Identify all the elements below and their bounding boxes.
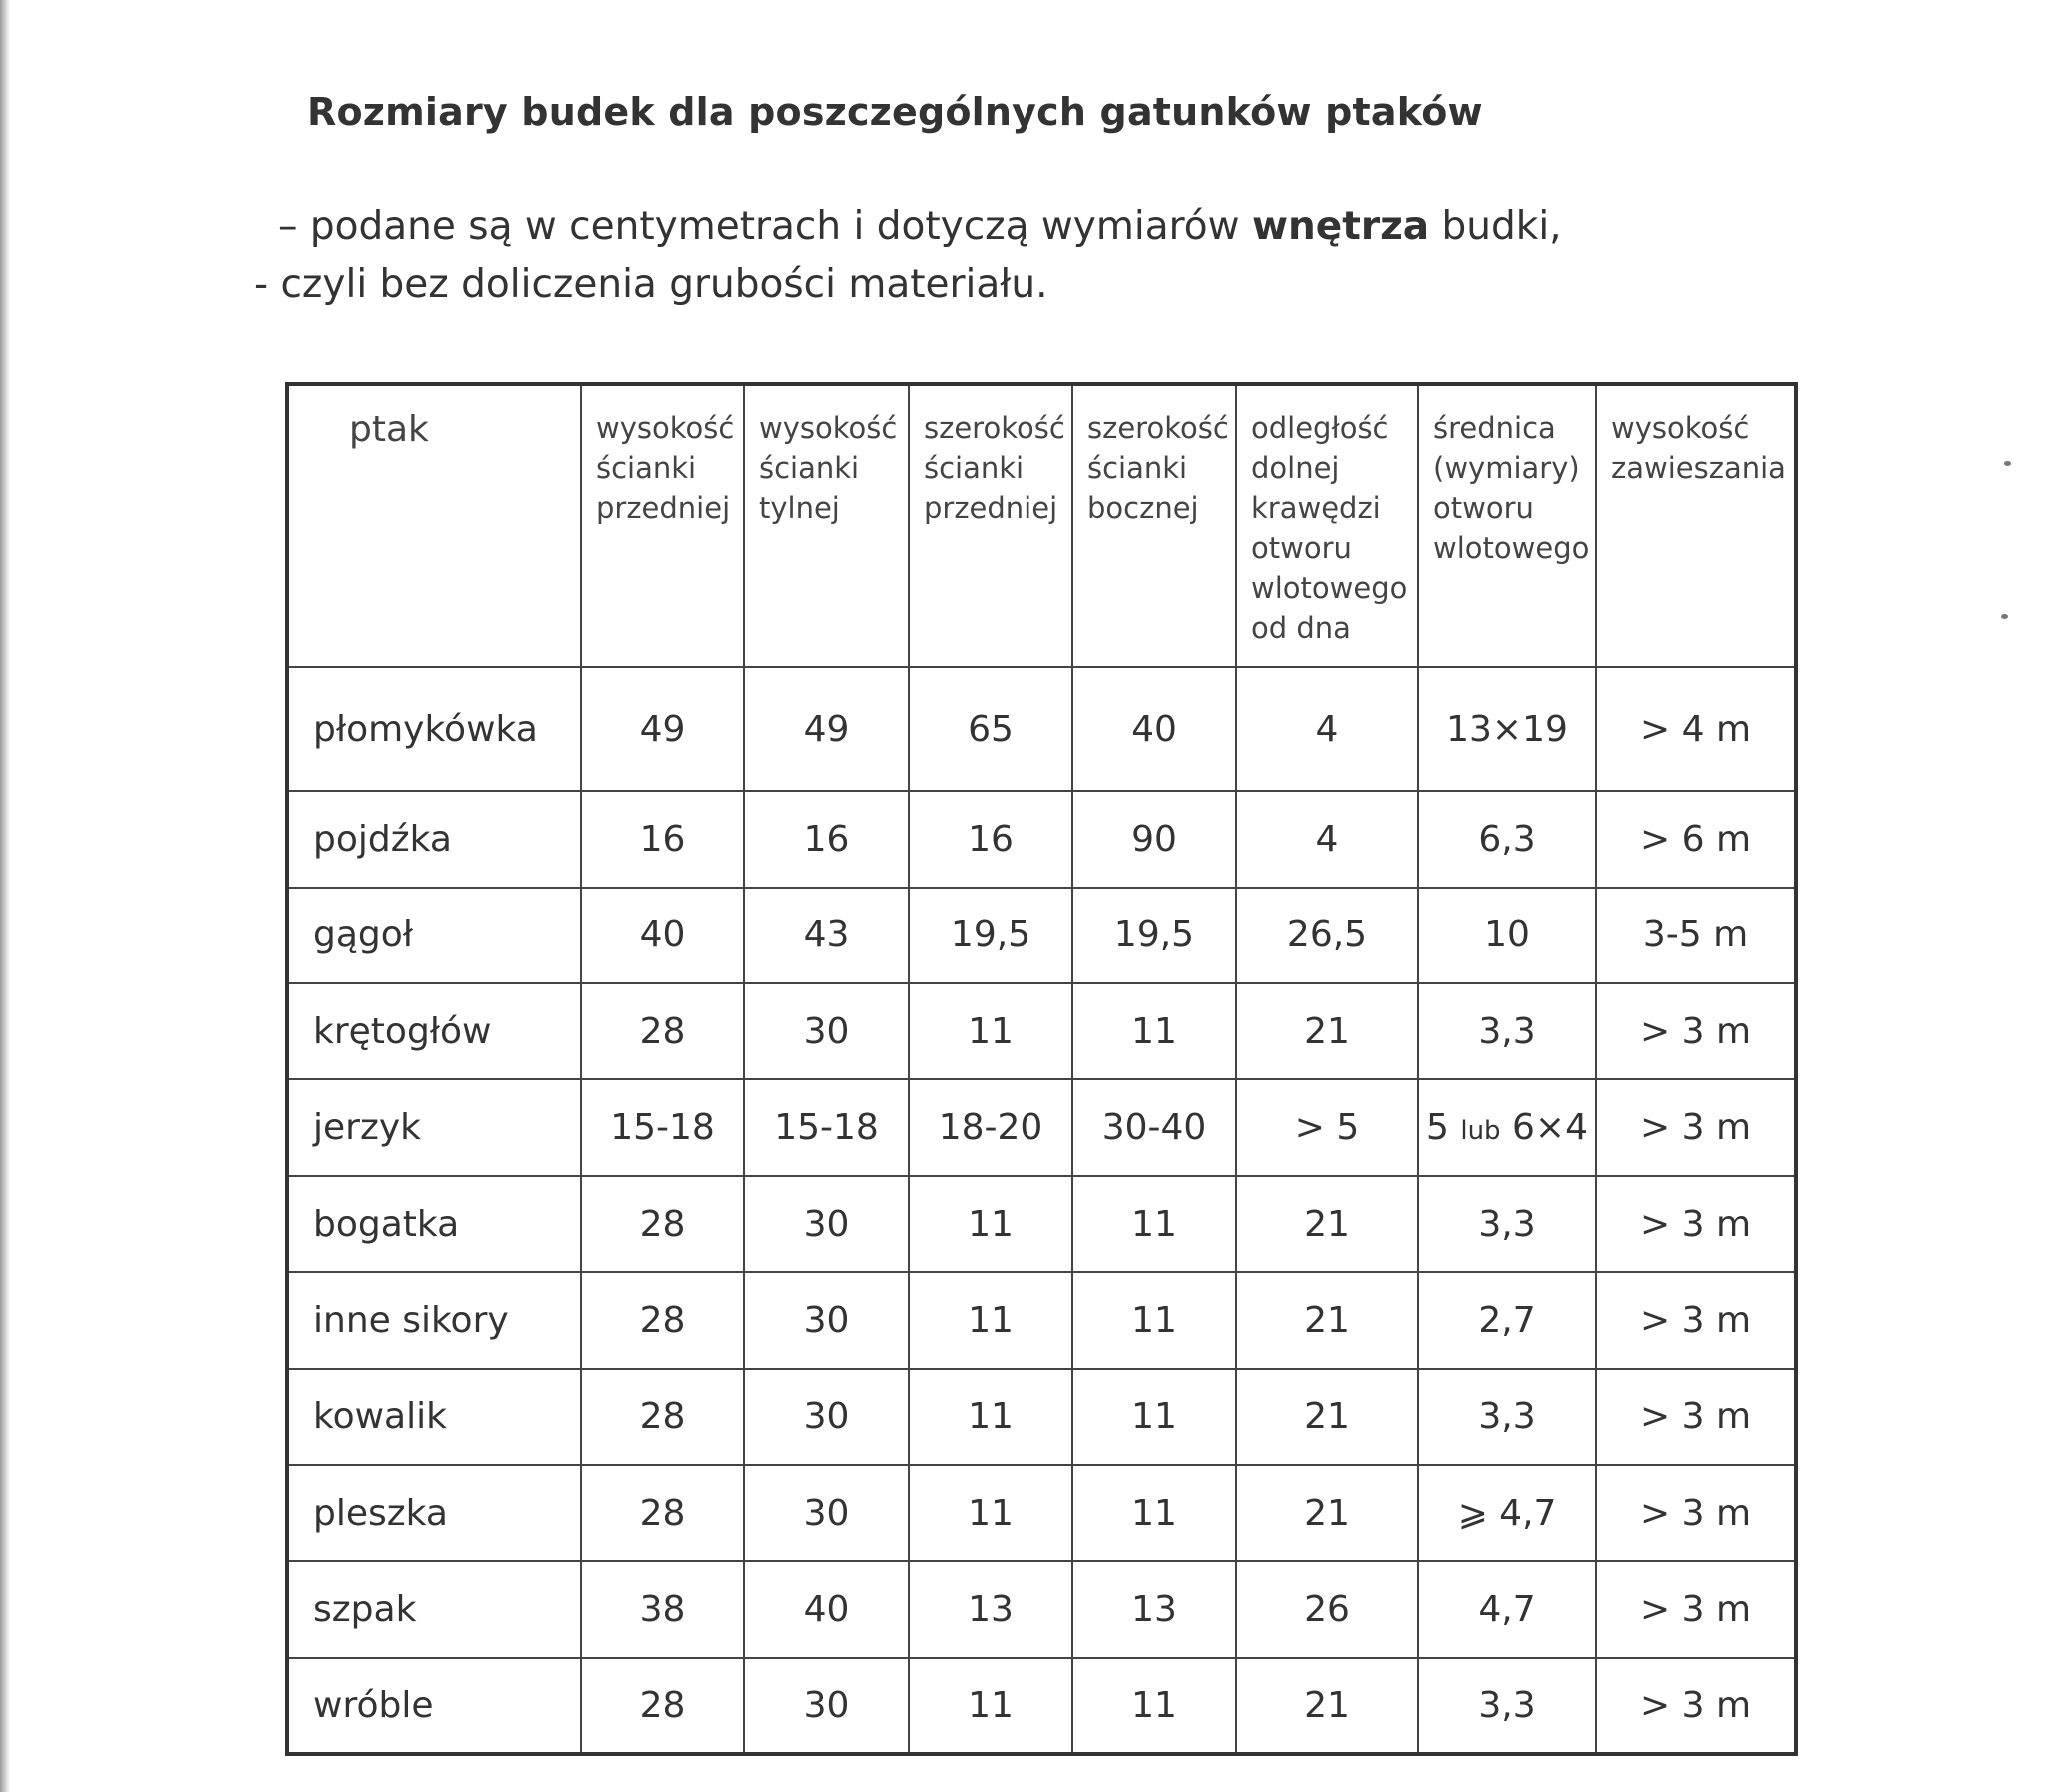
cell-front-width: 19,5 (909, 888, 1072, 983)
cell-hang-height: > 3 m (1596, 1465, 1796, 1561)
intro-line-2: - czyli bez doliczenia grubości materiału. (254, 262, 1048, 307)
header-hang-height: wysokość zawieszania (1596, 384, 1796, 667)
cell-hole-distance: 26 (1236, 1561, 1418, 1657)
cell-hole-distance: 21 (1236, 1465, 1418, 1561)
cell-hang-height: > 4 m (1596, 667, 1796, 791)
cell-hole-diameter: 13×19 (1418, 667, 1596, 791)
cell-front-height: 28 (581, 1176, 744, 1272)
cell-bird: płomykówka (287, 667, 581, 791)
cell-front-width: 11 (909, 983, 1072, 1079)
header-side-width: szerokość ścianki bocznej (1072, 384, 1236, 667)
cell-front-width: 11 (909, 1369, 1072, 1465)
cell-back-height: 30 (744, 983, 909, 1079)
cell-side-width: 11 (1072, 1658, 1236, 1754)
cell-hang-height: > 3 m (1596, 1272, 1796, 1368)
header-hole-distance: odległość dolnej krawędzi otworu wlotowego od dna (1236, 384, 1418, 667)
cell-back-height: 30 (744, 1465, 909, 1561)
cell-hole-diameter: 3,3 (1418, 983, 1596, 1079)
cell-front-width: 11 (909, 1272, 1072, 1368)
cell-back-height: 40 (744, 1561, 909, 1657)
cell-back-height: 15-18 (744, 1079, 909, 1175)
cell-side-width: 30-40 (1072, 1079, 1236, 1175)
cell-hang-height: > 6 m (1596, 791, 1796, 887)
cell-bird: pleszka (287, 1465, 581, 1561)
cell-front-height: 28 (581, 1272, 744, 1368)
cell-front-height: 28 (581, 983, 744, 1079)
cell-front-height: 49 (581, 667, 744, 791)
intro-line-1: – podane są w centymetrach i dotyczą wymiarów wnętrza budki, (278, 204, 1562, 249)
cell-side-width: 11 (1072, 983, 1236, 1079)
cell-hole-diameter: 10 (1418, 888, 1596, 983)
cell-hole-diameter: 3,3 (1418, 1369, 1596, 1465)
table-row (287, 1272, 1796, 1368)
cell-side-width: 11 (1072, 1176, 1236, 1272)
cell-front-height: 28 (581, 1369, 744, 1465)
cell-side-width: 11 (1072, 1369, 1236, 1465)
birdhouse-sizes-table (285, 382, 1798, 1756)
table-row (287, 1176, 1796, 1272)
cell-side-width: 13 (1072, 1561, 1236, 1657)
cell-hole-distance: 21 (1236, 1272, 1418, 1368)
cell-hole-diameter: 5 lub 6×4 (1418, 1079, 1596, 1175)
table-row (287, 667, 1796, 791)
cell-front-width: 11 (909, 1658, 1072, 1754)
table-row (287, 1079, 1796, 1175)
header-back-height: wysokość ścianki tylnej (744, 384, 909, 667)
cell-side-width: 90 (1072, 791, 1236, 887)
cell-bird: pojdźka (287, 791, 581, 887)
cell-side-width: 40 (1072, 667, 1236, 791)
cell-front-height: 40 (581, 888, 744, 983)
cell-bird: gągoł (287, 888, 581, 983)
table-row (287, 888, 1796, 983)
scan-speck (2004, 461, 2011, 466)
cell-hang-height: > 3 m (1596, 1561, 1796, 1657)
cell-back-height: 30 (744, 1272, 909, 1368)
cell-hang-height: > 3 m (1596, 1658, 1796, 1754)
table-row (287, 1465, 1796, 1561)
cell-front-width: 65 (909, 667, 1072, 791)
cell-bird: wróble (287, 1658, 581, 1754)
cell-side-width: 11 (1072, 1272, 1236, 1368)
cell-side-width: 19,5 (1072, 888, 1236, 983)
header-front-height: wysokość ścianki przedniej (581, 384, 744, 667)
cell-hole-distance: 21 (1236, 1176, 1418, 1272)
cell-front-height: 16 (581, 791, 744, 887)
cell-bird: kowalik (287, 1369, 581, 1465)
document-title: Rozmiary budek dla poszczególnych gatunków ptaków (307, 90, 1483, 134)
cell-back-height: 30 (744, 1658, 909, 1754)
cell-front-width: 18-20 (909, 1079, 1072, 1175)
scan-speck (2001, 614, 2008, 619)
header-front-width: szerokość ścianki przedniej (909, 384, 1072, 667)
cell-hole-distance: 4 (1236, 791, 1418, 887)
emphasis-word: wnętrza (1251, 204, 1430, 249)
cell-hang-height: 3-5 m (1596, 888, 1796, 983)
cell-front-width: 11 (909, 1176, 1072, 1272)
cell-bird: bogatka (287, 1176, 581, 1272)
page-edge-shadow (0, 0, 10, 1792)
cell-bird: jerzyk (287, 1079, 581, 1175)
cell-hole-diameter: ⩾ 4,7 (1418, 1465, 1596, 1561)
table-row (287, 1561, 1796, 1657)
table-row (287, 1658, 1796, 1754)
cell-back-height: 16 (744, 791, 909, 887)
cell-front-height: 28 (581, 1465, 744, 1561)
cell-front-width: 11 (909, 1465, 1072, 1561)
cell-hang-height: > 3 m (1596, 983, 1796, 1079)
intro-text (254, 198, 1562, 314)
cell-hole-diameter: 4,7 (1418, 1561, 1596, 1657)
cell-hole-diameter: 3,3 (1418, 1176, 1596, 1272)
cell-hole-distance: 26,5 (1236, 888, 1418, 983)
cell-hole-distance: 21 (1236, 983, 1418, 1079)
cell-hole-distance: 21 (1236, 1658, 1418, 1754)
cell-front-height: 15-18 (581, 1079, 744, 1175)
cell-bird: krętogłów (287, 983, 581, 1079)
cell-hang-height: > 3 m (1596, 1079, 1796, 1175)
table-header-row (287, 384, 1796, 667)
cell-front-width: 16 (909, 791, 1072, 887)
cell-hole-diameter: 3,3 (1418, 1658, 1596, 1754)
cell-side-width: 11 (1072, 1465, 1236, 1561)
cell-hole-diameter: 6,3 (1418, 791, 1596, 887)
cell-hole-distance: 21 (1236, 1369, 1418, 1465)
table-row (287, 983, 1796, 1079)
cell-back-height: 49 (744, 667, 909, 791)
cell-front-height: 28 (581, 1658, 744, 1754)
cell-hang-height: > 3 m (1596, 1176, 1796, 1272)
cell-back-height: 30 (744, 1176, 909, 1272)
cell-bird: inne sikory (287, 1272, 581, 1368)
cell-back-height: 43 (744, 888, 909, 983)
cell-hang-height: > 3 m (1596, 1369, 1796, 1465)
cell-bird: szpak (287, 1561, 581, 1657)
cell-hole-distance: > 5 (1236, 1079, 1418, 1175)
cell-front-width: 13 (909, 1561, 1072, 1657)
table-row (287, 791, 1796, 887)
cell-back-height: 30 (744, 1369, 909, 1465)
header-bird: ptak (287, 384, 581, 667)
header-hole-diameter: średnica (wymiary) otworu wlotowego (1418, 384, 1596, 667)
cell-front-height: 38 (581, 1561, 744, 1657)
cell-hole-diameter: 2,7 (1418, 1272, 1596, 1368)
table-row (287, 1369, 1796, 1465)
cell-hole-distance: 4 (1236, 667, 1418, 791)
